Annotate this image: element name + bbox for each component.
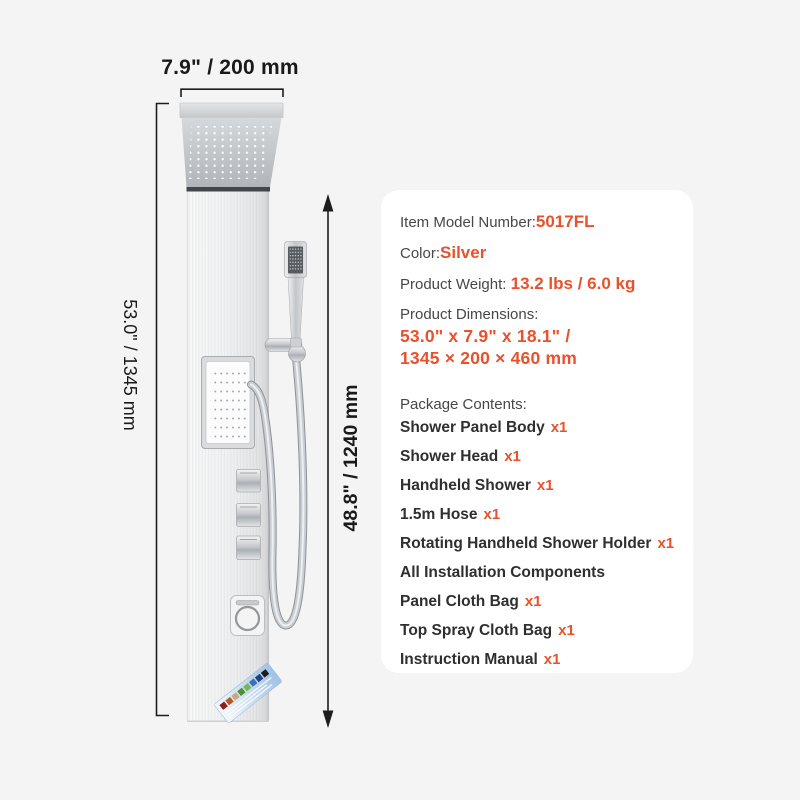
panel-height-bracket-line xyxy=(157,104,170,716)
body-height-arrow xyxy=(323,194,334,728)
dimensions-row xyxy=(400,305,677,325)
color-value: Silver xyxy=(440,243,487,262)
package-item: Instruction Manual x1 xyxy=(400,651,561,668)
handheld-shower xyxy=(285,242,307,348)
color-label: Color: xyxy=(400,245,441,262)
control-knobs xyxy=(237,470,261,560)
shower-head xyxy=(180,103,283,192)
package-item: Shower Panel Body x1 xyxy=(400,419,568,436)
model-number-value: 5017FL xyxy=(535,212,595,231)
body-spray-panel xyxy=(202,357,255,449)
package-item: Shower Head x1 xyxy=(400,448,521,465)
package-contents-list xyxy=(400,418,677,670)
package-item: Top Spray Cloth Bag x1 xyxy=(400,622,575,639)
dimensions-value-mm: 1345 × 200 × 460 mm xyxy=(400,348,577,368)
body-height-dimension-label: 48.8" / 1240 mm xyxy=(340,384,362,532)
color-row xyxy=(400,243,677,264)
dimensions-value-inches: 53.0" x 7.9" x 18.1" / xyxy=(400,326,571,346)
shower-panel-body xyxy=(187,191,269,722)
package-contents-heading: Package Contents: xyxy=(400,396,527,413)
weight-label: Product Weight: xyxy=(400,276,511,293)
model-number-label: Item Model Number: xyxy=(400,214,536,231)
package-item: All Installation Components xyxy=(400,564,605,581)
weight-value: 13.2 lbs / 6.0 kg xyxy=(510,274,636,293)
package-item: 1.5m Hose x1 xyxy=(400,506,501,523)
package-item: Handheld Shower x1 xyxy=(400,477,554,494)
panel-height-dimension-label: 53.0" / 1345 mm xyxy=(120,299,140,431)
dimensions-label: Product Dimensions: xyxy=(400,306,539,323)
package-item: Panel Cloth Bag x1 xyxy=(400,593,542,610)
model-number-row xyxy=(400,212,677,233)
weight-row xyxy=(400,274,677,295)
diverter-knob xyxy=(231,596,265,636)
package-item: Rotating Handheld Shower Holder x1 xyxy=(400,535,675,552)
width-bracket-line xyxy=(181,89,283,97)
spec-card xyxy=(381,190,693,673)
width-dimension-label: 7.9" / 200 mm xyxy=(161,56,299,79)
